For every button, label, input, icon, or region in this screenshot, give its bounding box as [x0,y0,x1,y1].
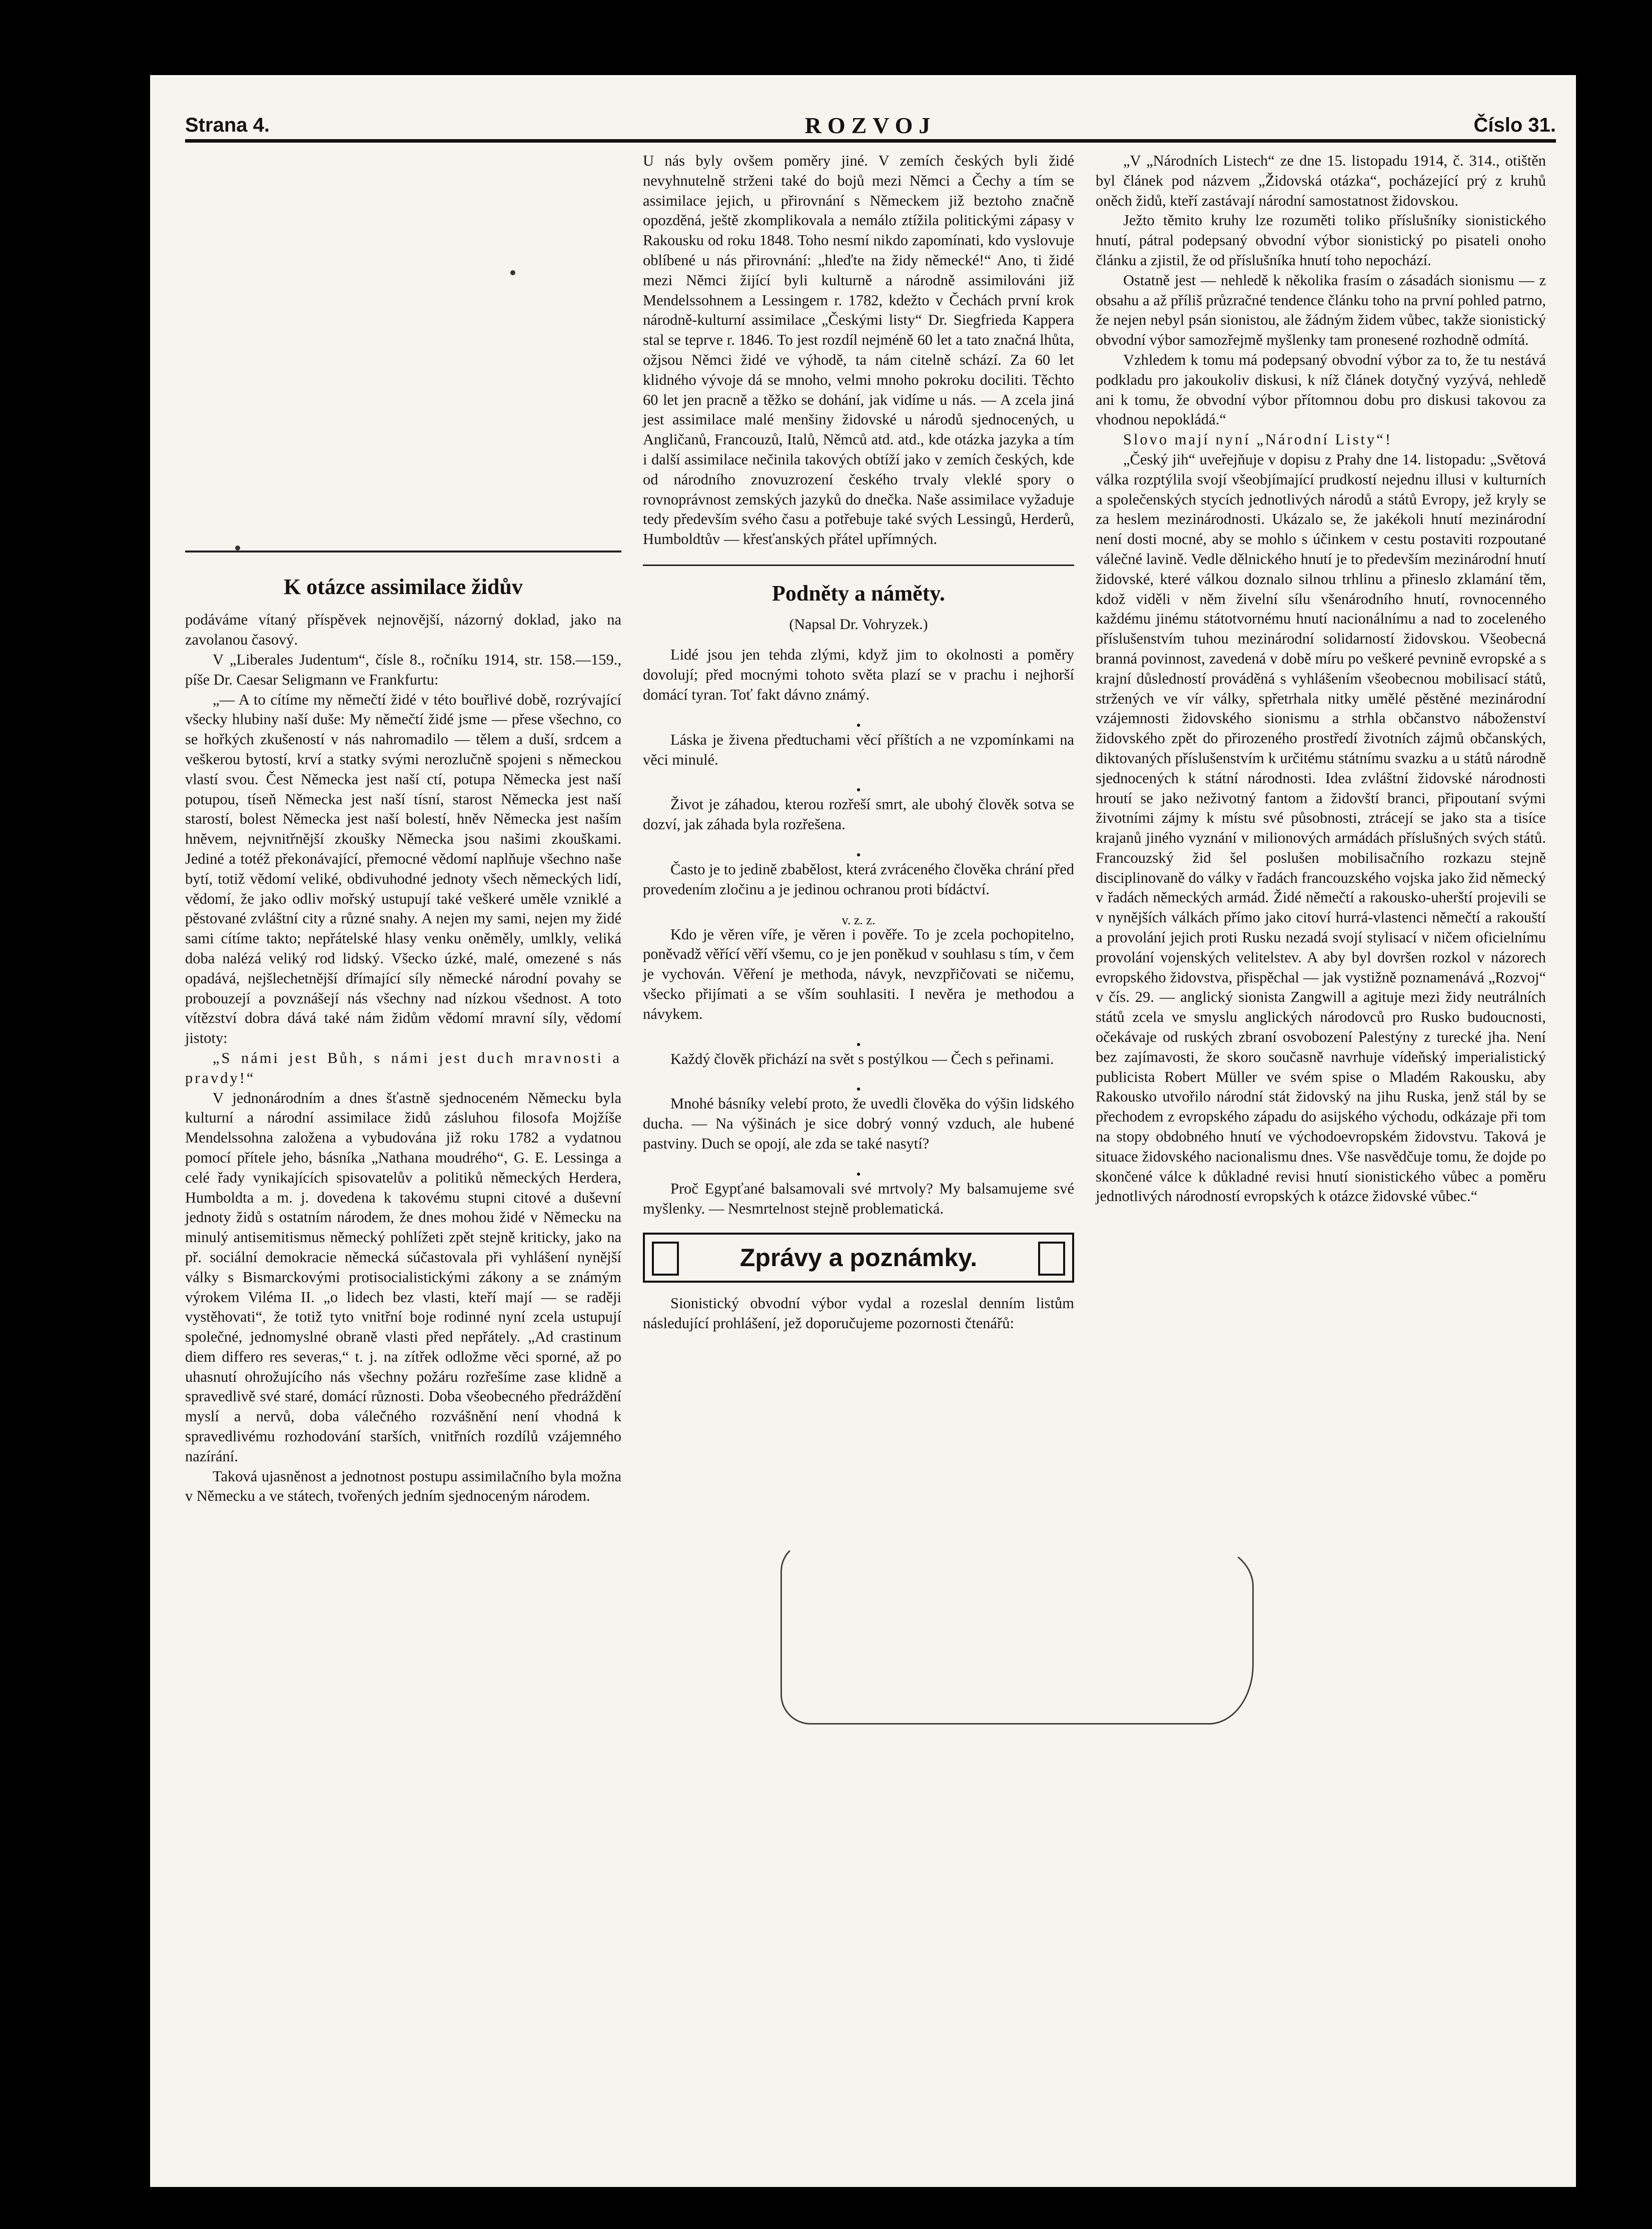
article-paragraph: U nás byly ovšem poměry jiné. V zemích českých byli židé nevyhnutelně strženi také do bojů mezi Němci a Čechy a tím se assimilace jejich, u přirovnání s Německem již beztoho značně opozděná, ještě zkomplikovala a nemálo ztížila politickými zápasy v Rakousku od roku 1848. Toho nesmí nikdo zapomínati, kdo vyslovuje oblíbené u nás přirovnání: „hleďte na židy německé!“ Ano, ti židé mezi Němci žijící byli kulturně a národně assimilováni již Mendelssohnem a Lessingem r. 1782, kdežto v Čechách první krok národně-kulturní assimilace „Českými listy“ Dr. Siegfrieda Kappera stal se teprve r. 1846. To jest rozdíl nejméně 60 let a tato značná lhůta, ožjsou Němci židé ve výhodě, ta nám citelně schází. Za 60 let klidného vývoje dá se mnoho, velmi mnoho pokroku dociliti. Těchto 60 let jen pracně a těžko se dohání, jak vidíme u nás. — A zcela jiná jest assimilace malé menšiny židovské u národů sjednocených, u Angličanů, Francouzů, Italů, Němců atd. atd., kde otázka jazyka a tím i další assimilace nečinila takových obtíží jako v zemích českých, kde od národního znovuzrození českého trvaly vleklé spory o rovnoprávnost zemských jazyků do dnečka. Naše assimilace vyžaduje tedy především svého času a potřebuje také svých Lessingů, Herderů, Humboldtův — křesťanských přátel upřímných. [643,152,1074,548]
separator-dot: • [856,848,861,863]
separator-dot: • [856,718,861,733]
issue-number: Číslo 31. [1473,114,1556,136]
aphorism: Mnohé básníky velebí proto, že uvedli člověka do výšin lidského ducha. — Na výšinách je sice dobrý vonný vzduch, ale hubené pastviny. Duch se opojí, ale zda se také nasytí? [643,1095,1074,1153]
column-1 [185,150,621,1506]
article-paragraph: „Český jih“ uveřejňuje v dopisu z Prahy dne 14. listopadu: „Světová válka rozptýlila svojí všeobjímající prudkostí nejednu illusi v kulturních a společenských stycích jednotlivých národů a států Evropy, jež kryly se za heslem mezinárodnosti. Ukázalo se, že jakékoli hnutí mezinárodní není dosti mocné, aby se mohlo s účinkem v cestu postaviti rozpoutané válečné lavině. Vedle dělnického hnutí je to především mezinárodní hnutí židovské, které válkou doznalo silnou trhlinu a přineslo zklamání těm, kdož viděli v něm živelní sílu všenárodního hnutí, rovnocenného každému jinému státotvornému hnutí nacionálnímu a nad to zoceleného příslušenstvím tuhou mezinárodní solidarností židovskou. Všeobecná branná povinnost, zavedená v době míru po veškeré pevnině evropské a s krajní důsledností prováděná s vyhlášením všeobecnou mobilisací států, stržených ve vír války, spřetrhala nitky umělé pěstěné mezinárodní vzájemnosti židovského sionismu a strhla občanstvo náboženství židovského zpět do přirozeného prostředí životních zájmů občanských, diktovaných příslušenstvím k určitému státnímu svazku a u států národně sjednocených k státní národnosti. Idea zvláštní židovské národnosti hroutí se jako neživotný fantom a židovští branci, připoutaní svými životními zájmy k místu své působnosti, ztrácejí se jako sta a tisíce krajanů jiného vyznání v milionových armádách příslušných svých států. Francouzský žid šel poslušen mobilisačního rozkazu stejně disciplinovaně do války v řadách francouzského vojska jako žid německý v řadách německých armád. Židé němečtí a rakousko-uherští projevili se v nynějších válkách přímo jako citoví hurrá-vlastenci němečtí a rakouští a provolání jejich proti Rusku nezadá svojí stylisací v ničem oficielnímu provolání vojenských velitelstev. A aby byl dovršen rozkol v názorech evropského židovstva, přispěchal — jak vystižně poznamenává „Rozvoj“ v čís. 29. — anglický sionista Zangwill a agituje mezi židy neutrálních států zcela ve smyslu anglických národovců pro Rusko budoucnosti, očekávaje od ruských zbraní osvobození Palestýny z turecké jha. Není bez zajímavosti, že skoro současně navrhuje vídeňský imperialistický publicista Robert Müller ve svém spise o Mladém Rakousku, aby Rakousko utvořilo národní stát židovský na jihu Ruska, jenž stál by se přechodem z evropského západu do asijského východu, odkázaje při tom na stopy obdobného hnutí ve východoevropském židovstvu. Taková je situace židovského nacionalismu dnes. Vše nasvědčuje tomu, že dojde po skončené válce k důkladné revisi hnutí sionistického vůbec a poměru jednotlivých národností evropských k otázce židovské vůbec.“ [1096,450,1546,1205]
article-title: K otázce assimilace židův [284,575,523,599]
aphorism: Každý člověk přichází na svět s postýlkou — Čech s peřinami. [670,1050,1054,1067]
column-rule [643,565,1074,566]
header-rule [185,139,1556,143]
separator-dot: • [856,1167,861,1182]
aphorism-block [643,718,1074,770]
aphorism-block [643,912,1074,1024]
aphorism: Často je to jedině zbabělost, která zvráceného člověka chrání před provedením zločinu a je jedinou ochranou proti bídáctví. [643,861,1074,898]
aphorism-block [643,1037,1074,1069]
article-paragraph: Ježto těmito kruhy lze rozuměti toliko příslušníky sionistického hnutí, pátral podepsaný obvodní výbor sionistický po pisateli onoho článku a zjistil, že od příslušníka hnutí toho nepochází. [1096,212,1546,269]
separator-dot: • [856,1082,861,1097]
article-paragraph: „V „Národních Listech“ ze dne 15. listopadu 1914, č. 314., otištěn byl článek pod názvem „Židovská otázka“, pocházející prý z kruhů oněch židů, kteří zastávají národní samostatnost židovskou. [1096,152,1546,209]
separator-dot: • [856,1037,861,1052]
aphorism-block [643,783,1074,835]
article-paragraph: Ostatně jest — nehledě k několika frasím o zásadách sionismu — z obsahu a až příliš průzračné tendence článku toho na první pohled patrno, že nejen nebyl psán sionistou, ale žádným židem vůbec, takže sionistický obvodní výbor samozřejmě myšlenky tam pronesené rozhodně odmítá. [1096,271,1546,349]
pencil-bracket-mark [780,1541,1254,1725]
aphorism: Proč Egypťané balsamovali své mrtvoly? My balsamujeme své myšlenky. — Nesmrtelnost stejně problematická. [643,1180,1074,1217]
speck [235,545,240,550]
aphorism-block [643,1167,1074,1219]
column-2 [643,151,1074,1334]
article-paragraph: Vzhledem k tomu má podepsaný obvodní výbor za to, že tu nestává podkladu pro jakoukoliv diskusi, k níž článek dotyčný vyzývá, nehledě ani k tomu, že obvodní výbor přítomnou dobu pro diskusi takovou za vhodnou nepokládá.“ [1096,351,1546,428]
masthead-title: ROZVOJ [804,113,937,138]
blank-area [185,150,621,540]
speck [510,270,515,275]
article-paragraph: Sionistický obvodní výbor vydal a rozeslal denním listům následující prohlášení, jež doporučujeme pozornosti čtenářů: [643,1295,1074,1332]
section-heading-box [643,1233,1074,1283]
article-paragraph: Slovo mají nyní „Národní Listy“! [1123,431,1392,448]
column-rule [185,550,621,552]
newspaper-page [150,75,1576,2187]
section-title: Podněty a náměty. [772,581,945,606]
byline: (Napsal Dr. Vohryzek.) [789,616,928,633]
margin-note: v. z. z. [842,912,876,927]
aphorism-block [643,848,1074,900]
article-paragraph: Taková ujasněnost a jednotnost postupu assimilačního byla možna v Německu a ve státech, tvořených jedním sjednoceným národem. [185,1467,621,1505]
article-quote: „S námi jest Bůh, s námi jest duch mravnosti a pravdy!“ [185,1049,621,1086]
article-paragraph: podáváme vítaný příspěvek nejnovější, názorný doklad, jako na zavolanou časový. [185,611,621,649]
aphorism: Kdo je věren víře, je věren i pověře. To je zcela pochopitelno, poněvadž věřící věří všemu, co je jen poněkud v souhlasu s tím, v čem je vychován. Věření je methoda, návyk, nevzpřičovati se ničemu, všecko přijímati a se vším souhlasiti. I nevěra je methodou a návykem. [643,925,1074,1022]
article-paragraph: „— A to cítíme my němečtí židé v této bouřlivé době, rozrývající všecky hlubiny naší duše: My němečtí židé jsme — přese všechno, co se hořkých zkušeností v nás nahromadilo — tělem a duší, srdcem a veškerou bytostí, krví a statky svými nerozlučně spojeni s německou vlastí svou. Čest Německa jest naší ctí, potupa Německa jest naší potupou, tíseň Německa jest naší tísní, starost Německa jest naší starostí, bolest Německa jest naší bolestí, hněv Německa jest naším hněvem, nejvnitřnější zkoušky Německa jsou našimi zkouškami. Jediné a totéž překonávající, přemocné vědomí naplňuje všechno naše bytí, totiž vědomí veliké, obdivuhodné jednoty všech německých lidí, vědomí, že jako odliv mořský ustupují také veškeré uměle vzniklé a pěstované zvláštní city a různé snahy. A nejen my sami, nejen my židé sami cítíme takto; nepřátelské hlasy venku oněměly, umlkly, veliká doba nalézá veliký rod lidský. Všecko úzké, malé, omezené s nás opadává, nejšlechetnější dřímající síly německé národní povahy se probouzejí a povznášejí nás všechny nad nízkou všednost. A toto vítězství dobra dává také nám židům vědomí mravní síly, vědomí jistoty: [185,691,621,1047]
article-paragraph: V „Liberales Judentum“, čísle 8., ročníku 1914, str. 158.—159., píše Dr. Caesar Seligmann ve Frankfurtu: [185,651,621,688]
page-number: Strana 4. [185,114,270,136]
aphorism: Láska je živena předtuchami věcí příštích a ne vzpomínkami na věci minulé. [643,731,1074,768]
column-3 [1096,151,1546,1207]
aphorism-list [643,645,1074,1219]
article-paragraph: V jednonárodním a dnes šťastně sjednoceném Německu byla kulturní a národní assimilace židů zásluhou filosofa Mojžíše Mendelssohna založena a vybudována již roku 1782 a vydatnou pomocí přítele jeho, básníka „Nathana moudrého“, G. E. Lessinga a celé řady vynikajících spisovatelův a politiků německých Herdera, Humboldta a m. j. dovedena k takovému stupni citové a duševní jednoty židů s ostatním národem, že dnes mohou židé v Německu na minulý antisemitismus německý pohlížeti zpět stejně kriticky, jako na př. sociální demokracie německá súčastovala při vyhlášení nynější války s Bismarckovými protisocialistickými zákony a se známým výrokem Viléma II. „o lidech bez vlasti, kteří mají — se raději vystěhovati“, že totiž tyto vnitřní boje rodinné nyní zcela ustupují společné, jednomyslné obraně vlasti před nepřátely. „Ad crastinum diem differo res severas,“ t. j. na zítřek odložme věci sporné, až po uhasnutí ohrožujícího nás všechny požáru rozřešíme zase klidně a spravedlivě své staré, domácí různosti. Doba všeobecného předráždění myslí a nervů, doba válečného rozvášnění není vhodná k spravedlivému rozhodování starších, vnitřních rozdílů vzájemného nazírání. [185,1089,621,1465]
separator-dot: • [856,783,861,798]
aphorism-block [643,1082,1074,1154]
aphorism: Lidé jsou jen tehda zlými, když jim to okolnosti a poměry dovolují; před mocnými tohoto světa plazí se v prachu i nejhorší domácí tyran. Toť fakt dávno známý. [643,646,1074,704]
section-heading: Zprávy a poznámky. [739,1243,978,1272]
ornament-box-icon [652,1242,679,1276]
aphorism: Život je záhadou, kterou rozřeší smrt, ale ubohý člověk sotva se dozví, jak záhada byla rozřešena. [643,796,1074,833]
ornament-box-icon [1038,1242,1065,1276]
